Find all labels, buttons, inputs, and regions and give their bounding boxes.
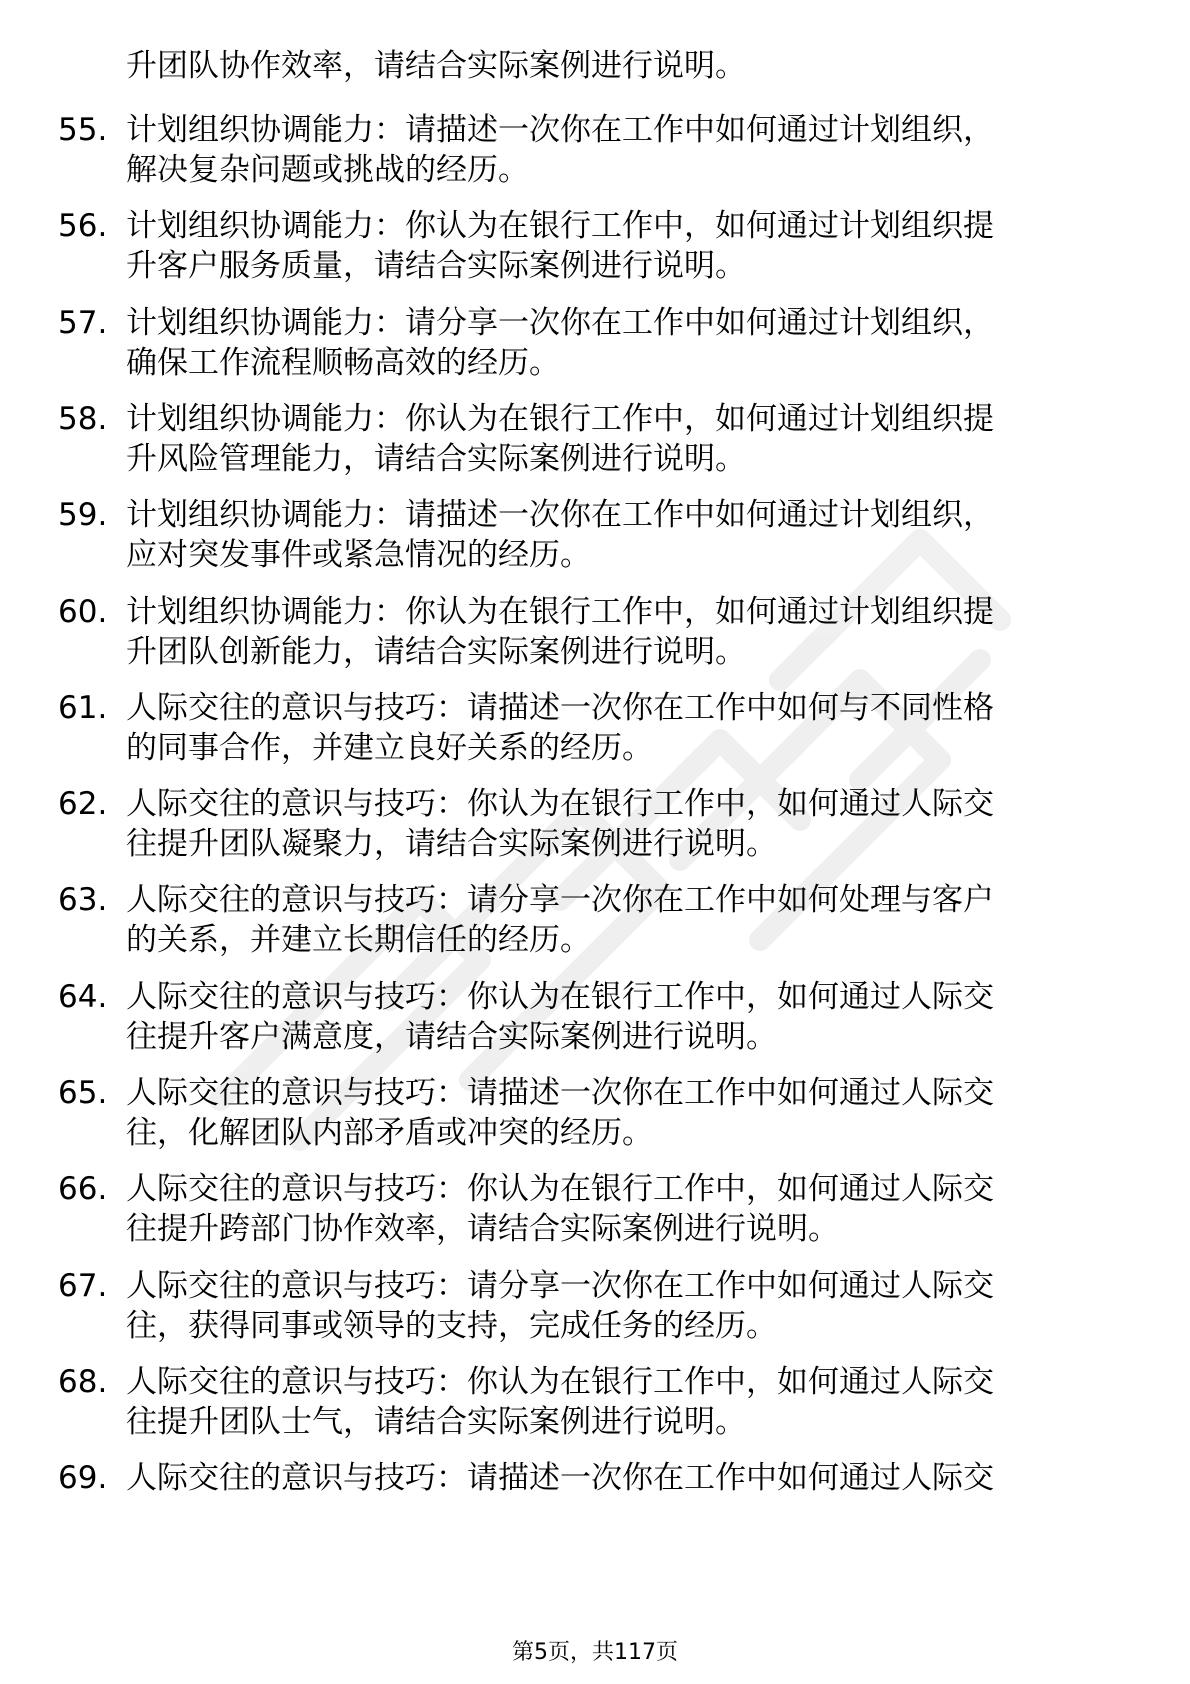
question-text <box>126 592 1118 672</box>
question-item <box>58 206 1118 290</box>
question-text-line: 往，获得同事或领导的支持，完成任务的经历。 <box>126 1308 777 1344</box>
question-number: 56. <box>58 208 108 244</box>
question-number: 55. <box>58 112 108 148</box>
question-item <box>58 784 1118 868</box>
question-number: 66. <box>58 1171 108 1207</box>
question-item <box>58 688 1118 772</box>
question-text-line: 人际交往的意识与技巧：请分享一次你在工作中如何处理与客户 <box>126 882 994 918</box>
question-item <box>58 303 1118 387</box>
question-item <box>58 880 1118 964</box>
question-text-line: 人际交往的意识与技巧：请分享一次你在工作中如何通过人际交 <box>126 1268 994 1304</box>
question-text <box>126 1362 1118 1442</box>
question-text-line: 升风险管理能力，请结合实际案例进行说明。 <box>126 441 746 477</box>
question-text-line: 人际交往的意识与技巧：请描述一次你在工作中如何通过人际交 <box>126 1460 994 1496</box>
question-text-line: 的关系，并建立长期信任的经历。 <box>126 922 591 958</box>
question-text <box>126 399 1118 479</box>
question-number: 61. <box>58 690 108 726</box>
question-number: 59. <box>58 497 108 533</box>
question-text <box>126 784 1118 864</box>
question-text-line: 人际交往的意识与技巧：你认为在银行工作中，如何通过人际交 <box>126 1364 994 1400</box>
question-text-line: 的同事合作，并建立良好关系的经历。 <box>126 730 653 766</box>
question-number: 65. <box>58 1075 108 1111</box>
question-item <box>58 399 1118 483</box>
question-text-line: 计划组织协调能力：请描述一次你在工作中如何通过计划组织， <box>126 497 994 533</box>
question-text <box>126 688 1118 768</box>
question-text-line: 人际交往的意识与技巧：你认为在银行工作中，如何通过人际交 <box>126 979 994 1015</box>
question-item <box>58 977 1118 1061</box>
question-text-line: 升团队创新能力，请结合实际案例进行说明。 <box>126 634 746 670</box>
question-number: 67. <box>58 1268 108 1304</box>
question-text-line: 计划组织协调能力：请描述一次你在工作中如何通过计划组织， <box>126 112 994 148</box>
question-text-line: 人际交往的意识与技巧：你认为在银行工作中，如何通过人际交 <box>126 1171 994 1207</box>
question-text-line: 人际交往的意识与技巧：请描述一次你在工作中如何通过人际交 <box>126 1075 994 1111</box>
question-number: 58. <box>58 401 108 437</box>
question-text <box>126 1458 1118 1498</box>
question-item <box>58 1458 1118 1542</box>
question-text-line: 往提升客户满意度，请结合实际案例进行说明。 <box>126 1019 777 1055</box>
question-text <box>126 977 1118 1057</box>
question-number: 62. <box>58 786 108 822</box>
question-text-line: 往提升跨部门协作效率，请结合实际案例进行说明。 <box>126 1211 839 1247</box>
question-text <box>126 1169 1118 1249</box>
question-item <box>58 110 1118 194</box>
question-text <box>126 880 1118 960</box>
question-text-line: 应对突发事件或紧急情况的经历。 <box>126 537 591 573</box>
question-text <box>126 206 1118 286</box>
question-text <box>126 110 1118 190</box>
question-text <box>126 1266 1118 1346</box>
question-number: 68. <box>58 1364 108 1400</box>
question-text-line: 升客户服务质量，请结合实际案例进行说明。 <box>126 248 746 284</box>
question-item <box>58 592 1118 676</box>
question-number: 60. <box>58 594 108 630</box>
question-text-line: 往提升团队凝聚力，请结合实际案例进行说明。 <box>126 826 777 862</box>
question-item <box>58 495 1118 579</box>
question-text-line: 确保工作流程顺畅高效的经历。 <box>126 345 560 381</box>
page-footer: 第5页，共117页 <box>512 1640 678 1665</box>
question-text-line: 解决复杂问题或挑战的经历。 <box>126 152 529 188</box>
question-text-line: 人际交往的意识与技巧：你认为在银行工作中，如何通过人际交 <box>126 786 994 822</box>
question-text-line: 计划组织协调能力：你认为在银行工作中，如何通过计划组织提 <box>126 594 994 630</box>
question-item <box>58 1362 1118 1446</box>
question-text-line: 往，化解团队内部矛盾或冲突的经历。 <box>126 1115 653 1151</box>
question-item <box>58 1169 1118 1253</box>
question-text-line: 往提升团队士气，请结合实际案例进行说明。 <box>126 1404 746 1440</box>
question-text <box>126 1073 1118 1153</box>
question-text <box>126 495 1118 575</box>
question-number: 57. <box>58 305 108 341</box>
question-text-line: 计划组织协调能力：请分享一次你在工作中如何通过计划组织， <box>126 305 994 341</box>
question-text-line: 计划组织协调能力：你认为在银行工作中，如何通过计划组织提 <box>126 401 994 437</box>
question-number: 63. <box>58 882 108 918</box>
question-item <box>58 1073 1118 1157</box>
question-number: 64. <box>58 979 108 1015</box>
question-text <box>126 303 1118 383</box>
question-number: 69. <box>58 1460 108 1496</box>
question-item <box>58 1266 1118 1350</box>
question-text-line: 计划组织协调能力：你认为在银行工作中，如何通过计划组织提 <box>126 208 994 244</box>
question-text-line: 人际交往的意识与技巧：请描述一次你在工作中如何与不同性格 <box>126 690 994 726</box>
continuation-text: 升团队协作效率，请结合实际案例进行说明。 <box>126 48 746 84</box>
